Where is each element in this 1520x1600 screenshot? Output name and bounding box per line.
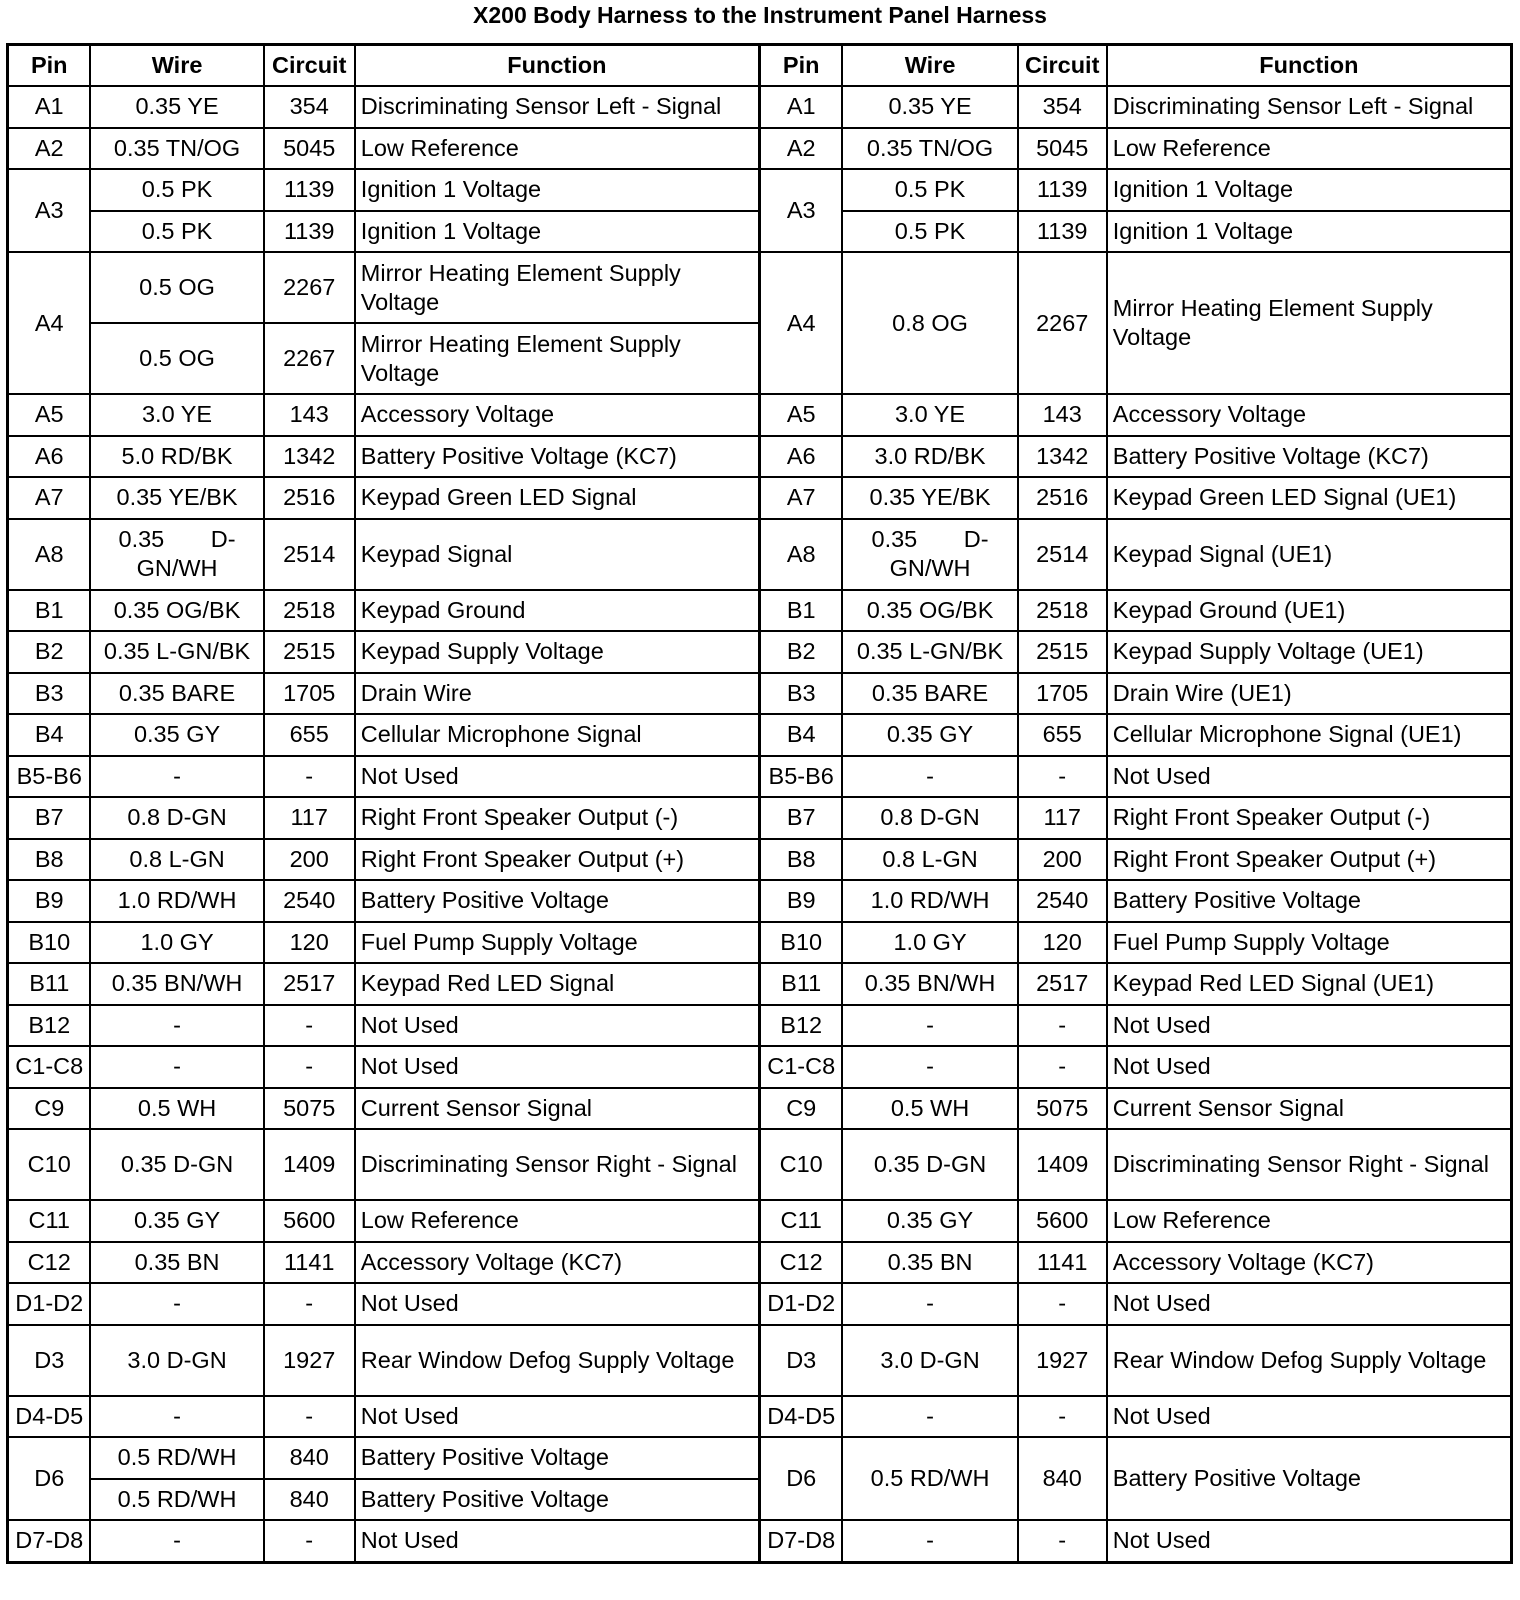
pin-cell: B12 (759, 1005, 842, 1047)
wire-cell: 0.35 YE/BK (842, 477, 1017, 519)
pin-cell: D6 (759, 1437, 842, 1520)
function-cell: Ignition 1 Voltage (355, 211, 760, 253)
function-cell: Not Used (355, 1005, 760, 1047)
function-cell: Fuel Pump Supply Voltage (1107, 922, 1512, 964)
circuit-cell: 2517 (264, 963, 355, 1005)
pin-cell: A1 (8, 86, 91, 128)
function-cell: Not Used (355, 1520, 760, 1562)
table-row (8, 128, 1512, 170)
pinout-table (6, 43, 1513, 1564)
pin-cell: D4-D5 (8, 1396, 91, 1438)
pin-cell: A3 (8, 169, 91, 252)
circuit-cell: - (264, 756, 355, 798)
function-cell: Mirror Heating Element Supply Voltage (355, 323, 760, 394)
pin-cell: B8 (759, 839, 842, 881)
wire-cell: 0.5 PK (90, 211, 263, 253)
wire-cell: 0.35 TN/OG (90, 128, 263, 170)
circuit-cell: 840 (1018, 1437, 1107, 1520)
wire-cell: 0.5 RD/WH (90, 1437, 263, 1479)
circuit-cell: 200 (1018, 839, 1107, 881)
table-row (8, 1088, 1512, 1130)
table-row (8, 590, 1512, 632)
wire-cell: - (90, 756, 263, 798)
pin-cell: D4-D5 (759, 1396, 842, 1438)
pin-cell: B1 (759, 590, 842, 632)
pin-cell: C12 (759, 1242, 842, 1284)
pin-cell: A6 (759, 436, 842, 478)
wire-cell: - (842, 1396, 1017, 1438)
table-row (8, 1437, 1512, 1479)
wire-cell: 0.8 L-GN (842, 839, 1017, 881)
circuit-cell: - (264, 1520, 355, 1562)
circuit-cell: 1342 (264, 436, 355, 478)
wire-cell: - (90, 1520, 263, 1562)
wire-cell: - (842, 1283, 1017, 1325)
circuit-cell: 2517 (1018, 963, 1107, 1005)
header-pin: Pin (8, 45, 91, 87)
function-cell: Battery Positive Voltage (355, 1437, 760, 1479)
function-cell: Battery Positive Voltage (KC7) (1107, 436, 1512, 478)
wire-cell: 0.35 BN/WH (90, 963, 263, 1005)
function-cell: Ignition 1 Voltage (1107, 211, 1512, 253)
circuit-cell: 840 (264, 1437, 355, 1479)
wire-cell: - (842, 1005, 1017, 1047)
wire-cell: 0.35 OG/BK (90, 590, 263, 632)
pin-cell: B4 (8, 714, 91, 756)
circuit-cell: 120 (1018, 922, 1107, 964)
function-cell: Right Front Speaker Output (-) (355, 797, 760, 839)
circuit-cell: 1705 (1018, 673, 1107, 715)
function-cell: Low Reference (355, 1200, 760, 1242)
function-cell: Keypad Red LED Signal (355, 963, 760, 1005)
pin-cell: D3 (8, 1325, 91, 1396)
pin-cell: C12 (8, 1242, 91, 1284)
wire-cell: - (842, 1520, 1017, 1562)
wire-cell: - (842, 1046, 1017, 1088)
wire-cell: 3.0 RD/BK (842, 436, 1017, 478)
function-cell: Not Used (1107, 1396, 1512, 1438)
circuit-cell: 1139 (1018, 211, 1107, 253)
pin-cell: A4 (8, 252, 91, 394)
circuit-cell: 840 (264, 1479, 355, 1521)
circuit-cell: 655 (1018, 714, 1107, 756)
circuit-cell: 1927 (1018, 1325, 1107, 1396)
wire-cell: 0.8 D-GN (90, 797, 263, 839)
pin-cell: C9 (8, 1088, 91, 1130)
pin-cell: B2 (8, 631, 91, 673)
table-row (8, 1283, 1512, 1325)
function-cell: Mirror Heating Element Supply Voltage (1107, 252, 1512, 394)
function-cell: Low Reference (1107, 1200, 1512, 1242)
function-cell: Battery Positive Voltage (1107, 880, 1512, 922)
pin-cell: B5-B6 (8, 756, 91, 798)
pin-cell: D3 (759, 1325, 842, 1396)
circuit-cell: 2516 (1018, 477, 1107, 519)
wire-cell: 0.35 TN/OG (842, 128, 1017, 170)
function-cell: Cellular Microphone Signal (UE1) (1107, 714, 1512, 756)
function-cell: Keypad Signal (UE1) (1107, 519, 1512, 590)
function-cell: Not Used (355, 1046, 760, 1088)
wire-cell: 0.35 BN (842, 1242, 1017, 1284)
function-cell: Keypad Ground (UE1) (1107, 590, 1512, 632)
circuit-cell: 354 (264, 86, 355, 128)
pin-cell: A7 (8, 477, 91, 519)
wire-cell: 3.0 YE (90, 394, 263, 436)
table-row (8, 394, 1512, 436)
function-cell: Discriminating Sensor Left - Signal (355, 86, 760, 128)
function-cell: Not Used (1107, 1046, 1512, 1088)
function-cell: Keypad Green LED Signal (355, 477, 760, 519)
wire-cell: 0.35 BARE (842, 673, 1017, 715)
function-cell: Right Front Speaker Output (+) (1107, 839, 1512, 881)
function-cell: Accessory Voltage (1107, 394, 1512, 436)
pin-cell: A5 (8, 394, 91, 436)
function-cell: Not Used (355, 756, 760, 798)
pin-cell: B3 (8, 673, 91, 715)
wire-cell: 0.35 BN (90, 1242, 263, 1284)
wire-cell: 0.5 OG (90, 252, 263, 323)
function-cell: Right Front Speaker Output (-) (1107, 797, 1512, 839)
function-cell: Not Used (355, 1396, 760, 1438)
function-cell: Discriminating Sensor Right - Signal (355, 1129, 760, 1200)
circuit-cell: 1139 (1018, 169, 1107, 211)
pin-cell: D1-D2 (759, 1283, 842, 1325)
pin-cell: A5 (759, 394, 842, 436)
function-cell: Keypad Red LED Signal (UE1) (1107, 963, 1512, 1005)
circuit-cell: - (1018, 1520, 1107, 1562)
circuit-cell: 2514 (1018, 519, 1107, 590)
pin-cell: B9 (759, 880, 842, 922)
circuit-cell: 5600 (264, 1200, 355, 1242)
circuit-cell: - (1018, 1046, 1107, 1088)
table-row (8, 252, 1512, 323)
circuit-cell: 1139 (264, 169, 355, 211)
wire-cell: 0.35 D-GN/WH (842, 519, 1017, 590)
circuit-cell: 2267 (264, 323, 355, 394)
function-cell: Mirror Heating Element Supply Voltage (355, 252, 760, 323)
function-cell: Ignition 1 Voltage (1107, 169, 1512, 211)
table-row (8, 1129, 1512, 1200)
pin-cell: A4 (759, 252, 842, 394)
table-row (8, 922, 1512, 964)
wire-cell: - (90, 1046, 263, 1088)
function-cell: Keypad Signal (355, 519, 760, 590)
wire-cell: 0.35 GY (842, 714, 1017, 756)
pin-cell: B1 (8, 590, 91, 632)
circuit-cell: 1141 (264, 1242, 355, 1284)
pin-cell: B10 (759, 922, 842, 964)
pin-cell: B11 (8, 963, 91, 1005)
pin-cell: B4 (759, 714, 842, 756)
function-cell: Battery Positive Voltage (355, 880, 760, 922)
circuit-cell: 2540 (264, 880, 355, 922)
function-cell: Drain Wire (UE1) (1107, 673, 1512, 715)
table-row (8, 839, 1512, 881)
circuit-cell: 1409 (264, 1129, 355, 1200)
circuit-cell: 143 (264, 394, 355, 436)
wire-cell: 0.35 D-GN/WH (90, 519, 263, 590)
wire-cell: 0.8 D-GN (842, 797, 1017, 839)
function-cell: Battery Positive Voltage (355, 1479, 760, 1521)
circuit-cell: 5075 (264, 1088, 355, 1130)
circuit-cell: 2514 (264, 519, 355, 590)
pin-cell: D7-D8 (8, 1520, 91, 1562)
circuit-cell: 1139 (264, 211, 355, 253)
table-row (8, 86, 1512, 128)
function-cell: Cellular Microphone Signal (355, 714, 760, 756)
wire-cell: 1.0 GY (842, 922, 1017, 964)
wire-cell: 5.0 RD/BK (90, 436, 263, 478)
header-row (8, 45, 1512, 87)
circuit-cell: 2515 (1018, 631, 1107, 673)
table-row (8, 1396, 1512, 1438)
circuit-cell: 143 (1018, 394, 1107, 436)
pin-cell: B11 (759, 963, 842, 1005)
header-wire: Wire (842, 45, 1017, 87)
circuit-cell: - (264, 1396, 355, 1438)
pin-cell: B8 (8, 839, 91, 881)
function-cell: Fuel Pump Supply Voltage (355, 922, 760, 964)
pin-cell: A8 (759, 519, 842, 590)
circuit-cell: 1705 (264, 673, 355, 715)
header-circuit: Circuit (264, 45, 355, 87)
pin-cell: C1-C8 (8, 1046, 91, 1088)
circuit-cell: 5045 (264, 128, 355, 170)
wire-cell: 1.0 GY (90, 922, 263, 964)
wire-cell: 3.0 YE (842, 394, 1017, 436)
wire-cell: 0.35 GY (90, 714, 263, 756)
wire-cell: 0.8 L-GN (90, 839, 263, 881)
wire-cell: 0.5 WH (90, 1088, 263, 1130)
function-cell: Keypad Ground (355, 590, 760, 632)
pin-cell: B9 (8, 880, 91, 922)
circuit-cell: - (264, 1283, 355, 1325)
pin-cell: D7-D8 (759, 1520, 842, 1562)
pin-cell: B3 (759, 673, 842, 715)
wire-cell: 1.0 RD/WH (842, 880, 1017, 922)
circuit-cell: - (264, 1046, 355, 1088)
function-cell: Keypad Supply Voltage (UE1) (1107, 631, 1512, 673)
pin-cell: C9 (759, 1088, 842, 1130)
table-row (8, 477, 1512, 519)
function-cell: Accessory Voltage (355, 394, 760, 436)
wire-cell: 0.5 RD/WH (90, 1479, 263, 1521)
function-cell: Not Used (1107, 1005, 1512, 1047)
pin-cell: C1-C8 (759, 1046, 842, 1088)
function-cell: Low Reference (355, 128, 760, 170)
pin-cell: C11 (759, 1200, 842, 1242)
circuit-cell: 2540 (1018, 880, 1107, 922)
wire-cell: 0.35 BARE (90, 673, 263, 715)
function-cell: Not Used (1107, 756, 1512, 798)
wire-cell: 0.5 PK (842, 169, 1017, 211)
function-cell: Not Used (1107, 1520, 1512, 1562)
wire-cell: 0.35 GY (842, 1200, 1017, 1242)
pin-cell: C10 (759, 1129, 842, 1200)
function-cell: Ignition 1 Voltage (355, 169, 760, 211)
function-cell: Keypad Green LED Signal (UE1) (1107, 477, 1512, 519)
pin-cell: A1 (759, 86, 842, 128)
wire-cell: - (90, 1283, 263, 1325)
header-wire: Wire (90, 45, 263, 87)
circuit-cell: 1409 (1018, 1129, 1107, 1200)
table-row (8, 880, 1512, 922)
circuit-cell: 5075 (1018, 1088, 1107, 1130)
function-cell: Rear Window Defog Supply Voltage (355, 1325, 760, 1396)
circuit-cell: 5045 (1018, 128, 1107, 170)
circuit-cell: 2518 (1018, 590, 1107, 632)
table-row (8, 1520, 1512, 1562)
function-cell: Discriminating Sensor Right - Signal (1107, 1129, 1512, 1200)
circuit-cell: - (264, 1005, 355, 1047)
circuit-cell: - (1018, 1005, 1107, 1047)
pin-cell: A2 (759, 128, 842, 170)
circuit-cell: 2518 (264, 590, 355, 632)
function-cell: Battery Positive Voltage (1107, 1437, 1512, 1520)
wire-cell: 1.0 RD/WH (90, 880, 263, 922)
pin-cell: D6 (8, 1437, 91, 1520)
function-cell: Current Sensor Signal (355, 1088, 760, 1130)
wire-cell: 0.35 OG/BK (842, 590, 1017, 632)
wire-cell: 0.5 OG (90, 323, 263, 394)
pin-cell: A3 (759, 169, 842, 252)
function-cell: Battery Positive Voltage (KC7) (355, 436, 760, 478)
circuit-cell: - (1018, 1396, 1107, 1438)
circuit-cell: 354 (1018, 86, 1107, 128)
function-cell: Not Used (1107, 1283, 1512, 1325)
header-pin: Pin (759, 45, 842, 87)
wire-cell: 3.0 D-GN (90, 1325, 263, 1396)
pin-cell: A2 (8, 128, 91, 170)
pin-cell: C10 (8, 1129, 91, 1200)
table-row (8, 797, 1512, 839)
circuit-cell: 2267 (1018, 252, 1107, 394)
table-row (8, 1046, 1512, 1088)
wire-cell: - (90, 1396, 263, 1438)
wire-cell: 0.5 RD/WH (842, 1437, 1017, 1520)
wire-cell: 0.5 PK (842, 211, 1017, 253)
circuit-cell: 655 (264, 714, 355, 756)
pin-cell: A7 (759, 477, 842, 519)
circuit-cell: 1141 (1018, 1242, 1107, 1284)
table-row (8, 963, 1512, 1005)
header-function: Function (1107, 45, 1512, 87)
table-row (8, 519, 1512, 590)
function-cell: Low Reference (1107, 128, 1512, 170)
circuit-cell: 117 (264, 797, 355, 839)
header-function: Function (355, 45, 760, 87)
table-row (8, 1242, 1512, 1284)
page-title: X200 Body Harness to the Instrument Panel Harness (473, 2, 1047, 28)
wire-cell: 0.35 BN/WH (842, 963, 1017, 1005)
circuit-cell: 117 (1018, 797, 1107, 839)
function-cell: Drain Wire (355, 673, 760, 715)
pin-cell: B7 (759, 797, 842, 839)
table-row (8, 436, 1512, 478)
pin-cell: B2 (759, 631, 842, 673)
wire-cell: 0.35 YE (90, 86, 263, 128)
circuit-cell: - (1018, 1283, 1107, 1325)
table-row (8, 1005, 1512, 1047)
circuit-cell: 2267 (264, 252, 355, 323)
pin-cell: D1-D2 (8, 1283, 91, 1325)
table-row (8, 756, 1512, 798)
circuit-cell: - (1018, 756, 1107, 798)
table-row (8, 673, 1512, 715)
wire-cell: 0.35 GY (90, 1200, 263, 1242)
pin-cell: B7 (8, 797, 91, 839)
pin-cell: B10 (8, 922, 91, 964)
circuit-cell: 200 (264, 839, 355, 881)
wire-cell: 0.35 D-GN (90, 1129, 263, 1200)
function-cell: Keypad Supply Voltage (355, 631, 760, 673)
table-row (8, 169, 1512, 211)
wire-cell: 0.35 L-GN/BK (90, 631, 263, 673)
wire-cell: 0.5 PK (90, 169, 263, 211)
wire-cell: 0.8 OG (842, 252, 1017, 394)
circuit-cell: 2515 (264, 631, 355, 673)
function-cell: Accessory Voltage (KC7) (1107, 1242, 1512, 1284)
circuit-cell: 5600 (1018, 1200, 1107, 1242)
pin-cell: A8 (8, 519, 91, 590)
wire-cell: - (842, 756, 1017, 798)
function-cell: Current Sensor Signal (1107, 1088, 1512, 1130)
wire-cell: - (90, 1005, 263, 1047)
function-cell: Accessory Voltage (KC7) (355, 1242, 760, 1284)
table-row (8, 714, 1512, 756)
wire-cell: 0.35 L-GN/BK (842, 631, 1017, 673)
table-row (8, 1200, 1512, 1242)
wire-cell: 0.35 YE/BK (90, 477, 263, 519)
pin-cell: B5-B6 (759, 756, 842, 798)
function-cell: Right Front Speaker Output (+) (355, 839, 760, 881)
header-circuit: Circuit (1018, 45, 1107, 87)
function-cell: Rear Window Defog Supply Voltage (1107, 1325, 1512, 1396)
circuit-cell: 1342 (1018, 436, 1107, 478)
pin-cell: B12 (8, 1005, 91, 1047)
function-cell: Not Used (355, 1283, 760, 1325)
table-row (8, 1325, 1512, 1396)
wire-cell: 0.35 D-GN (842, 1129, 1017, 1200)
wire-cell: 3.0 D-GN (842, 1325, 1017, 1396)
pin-cell: C11 (8, 1200, 91, 1242)
table-row (8, 631, 1512, 673)
circuit-cell: 1927 (264, 1325, 355, 1396)
circuit-cell: 120 (264, 922, 355, 964)
wire-cell: 0.35 YE (842, 86, 1017, 128)
wire-cell: 0.5 WH (842, 1088, 1017, 1130)
pin-cell: A6 (8, 436, 91, 478)
function-cell: Discriminating Sensor Left - Signal (1107, 86, 1512, 128)
circuit-cell: 2516 (264, 477, 355, 519)
